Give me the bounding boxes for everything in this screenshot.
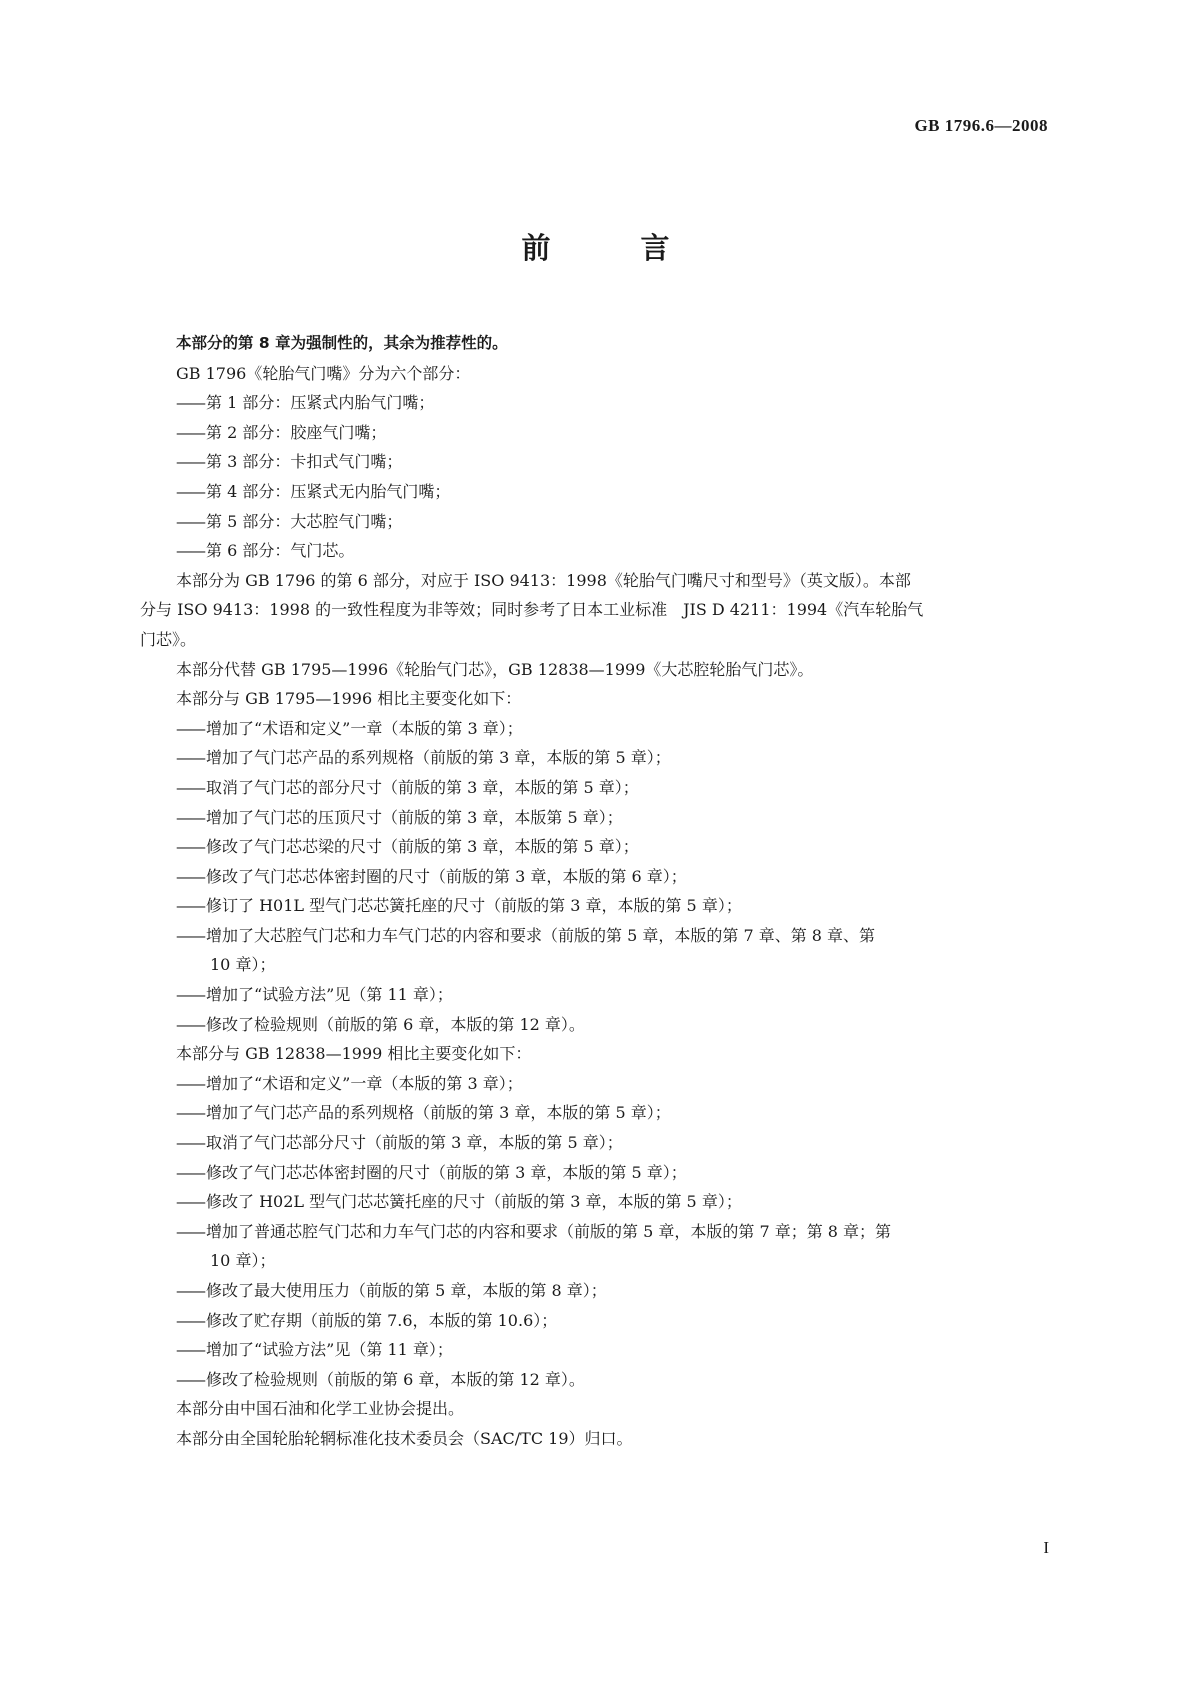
paragraph-line: 本部分与 GB 1795—1996 相比主要变化如下： xyxy=(176,689,522,709)
list-item: —— 增加了大芯腔气门芯和力车气门芯的内容和要求（前版的第 5 章，本版的第 7 章、第 8 章、第 xyxy=(176,921,1056,951)
list-item: —— 修改了 H02L 型气门芯芯簧托座的尺寸（前版的第 3 章，本版的第 5 章）； xyxy=(176,1187,1056,1217)
list-item: —— 取消了气门芯的部分尺寸（前版的第 3 章，本版的第 5 章）； xyxy=(176,773,1056,803)
paragraph-line: 本部分由中国石油和化学工业协会提出。 xyxy=(176,1399,465,1419)
list-item: —— 增加了“术语和定义”一章（本版的第 3 章）； xyxy=(176,714,1056,744)
list-item: —— 取消了气门芯部分尺寸（前版的第 3 章，本版的第 5 章）； xyxy=(176,1128,1056,1158)
list-item: —— 增加了普通芯腔气门芯和力车气门芯的内容和要求（前版的第 5 章，本版的第 7 章；第 8 章；第 xyxy=(176,1217,1056,1247)
list-item: —— 增加了气门芯产品的系列规格（前版的第 3 章，本版的第 5 章）； xyxy=(176,743,1056,773)
list-item: —— 修改了气门芯芯体密封圈的尺寸（前版的第 3 章，本版的第 5 章）； xyxy=(176,1158,1056,1188)
paragraph-line: GB 1796《轮胎气门嘴》分为六个部分： xyxy=(176,363,471,383)
foreword-body xyxy=(140,329,1056,1454)
paragraph-line: 本部分与 GB 12838—1999 相比主要变化如下： xyxy=(176,1044,532,1064)
paragraph-line: 10 章）； xyxy=(210,955,276,975)
list-item: —— 第 5 部分：大芯腔气门嘴； xyxy=(176,507,1056,537)
paragraph-line: 本部分的第 8 章为强制性的，其余为推荐性的。 xyxy=(176,334,508,352)
standard-number: GB 1796.6—2008 xyxy=(914,116,1048,135)
paragraph-line: 本部分由全国轮胎轮辋标准化技术委员会（SAC/TC 19）归口。 xyxy=(176,1428,633,1448)
list-item: —— 修改了最大使用压力（前版的第 5 章，本版的第 8 章）； xyxy=(176,1276,1056,1306)
paragraph-line: 本部分为 GB 1796 的第 6 部分，对应于 ISO 9413：1998《轮胎气门嘴尺寸和型号》（英文版）。本部 xyxy=(176,570,911,590)
paragraph-line: 本部分代替 GB 1795—1996《轮胎气门芯》，GB 12838—1999《大芯腔轮胎气门芯》。 xyxy=(176,659,814,679)
paragraph-line: 10 章）； xyxy=(210,1251,276,1271)
list-item: —— 第 6 部分：气门芯。 xyxy=(176,536,1056,566)
list-item: —— 增加了气门芯产品的系列规格（前版的第 3 章，本版的第 5 章）； xyxy=(176,1098,1056,1128)
list-item: —— 增加了“试验方法”见（第 11 章）； xyxy=(176,1335,1056,1365)
page-number: I xyxy=(1043,1538,1049,1557)
page-title: 前 言 xyxy=(521,231,710,265)
list-item: —— 修改了检验规则（前版的第 6 章，本版的第 12 章）。 xyxy=(176,1365,1056,1395)
list-item: —— 第 4 部分：压紧式无内胎气门嘴； xyxy=(176,477,1056,507)
list-item: —— 修订了 H01L 型气门芯芯簧托座的尺寸（前版的第 3 章，本版的第 5 章）； xyxy=(176,891,1056,921)
list-item: —— 修改了气门芯芯梁的尺寸（前版的第 3 章，本版的第 5 章）； xyxy=(176,832,1056,862)
list-item: —— 修改了检验规则（前版的第 6 章，本版的第 12 章）。 xyxy=(176,1010,1056,1040)
list-item: —— 第 3 部分：卡扣式气门嘴； xyxy=(176,447,1056,477)
list-item: —— 增加了“术语和定义”一章（本版的第 3 章）； xyxy=(176,1069,1056,1099)
list-item: —— 增加了“试验方法”见（第 11 章）； xyxy=(176,980,1056,1010)
list-item: —— 第 1 部分：压紧式内胎气门嘴； xyxy=(176,388,1056,418)
paragraph-line: 门芯》。 xyxy=(140,629,197,649)
list-item: —— 修改了气门芯芯体密封圈的尺寸（前版的第 3 章，本版的第 6 章）； xyxy=(176,862,1056,892)
list-item: —— 第 2 部分：胶座气门嘴； xyxy=(176,418,1056,448)
list-item: —— 修改了贮存期（前版的第 7.6，本版的第 10.6）； xyxy=(176,1306,1056,1336)
list-item: —— 增加了气门芯的压顶尺寸（前版的第 3 章，本版第 5 章）； xyxy=(176,803,1056,833)
paragraph-line: 分与 ISO 9413：1998 的一致性程度为非等效；同时参考了日本工业标准 JIS D 4211：1994《汽车轮胎气 xyxy=(140,600,924,620)
